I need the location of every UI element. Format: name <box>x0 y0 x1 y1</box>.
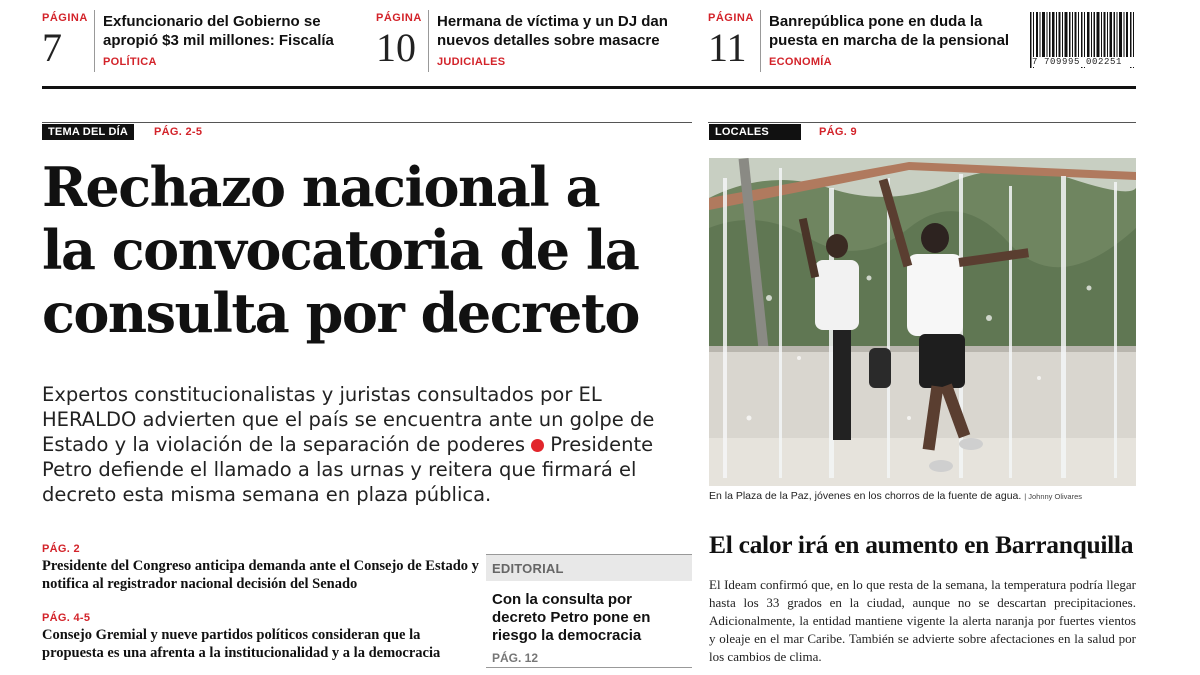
editorial-box[interactable] <box>486 554 692 668</box>
teaser-page-word: PÁGINA <box>708 12 754 24</box>
locales-body: El Ideam confirmó que, en lo que resta de la semana, la temperatura podría llegar hasta los 33 grados en la ciudad, aunque no se descartan precipitaciones. Adicionalmente, la entidad mantiene vigente la alerta naranja por fuertes vientos y oleaje en el mar Caribe. También se advierte sobre afectaciones en la salud por los cambios de clima. <box>709 577 1136 664</box>
teaser-divider <box>94 10 95 72</box>
teaser-section[interactable]: POLÍTICA <box>103 56 157 68</box>
photo-credit: | Johnny Olivares <box>1024 492 1083 501</box>
main-headline[interactable] <box>42 156 702 345</box>
headline-line: Rechazo nacional a <box>42 155 600 219</box>
tag-locales[interactable]: LOCALES <box>709 124 801 140</box>
locales-headline[interactable]: El calor irá en aumento en Barranquilla <box>709 530 1134 559</box>
teaser-title[interactable]: Hermana de víctima y un DJ dan nuevos detalles sobre masacre <box>437 13 668 49</box>
editorial-title[interactable]: Con la consulta por decreto Petro pone en riesgo la democracia <box>492 591 651 644</box>
teaser-title[interactable]: Banrepública pone en duda la puesta en marcha de la pensional <box>769 13 1010 49</box>
teaser-page-number: 7 <box>42 25 62 70</box>
caption-text: En la Plaza de la Paz, jóvenes en los chorros de la fuente de agua. <box>709 490 1022 502</box>
teaser-page-word: PÁGINA <box>42 12 88 24</box>
teaser-divider <box>428 10 429 72</box>
headline-line: la convocatoria de la <box>42 218 639 282</box>
teaser-judiciales[interactable] <box>376 8 706 74</box>
tag-tema-del-dia[interactable]: TEMA DEL DÍA <box>42 124 134 140</box>
fountain-photo[interactable] <box>709 158 1136 486</box>
tag-page[interactable]: PÁG. 9 <box>819 126 857 138</box>
editorial-header <box>486 555 692 581</box>
lead-text: Expertos constitucionalistas y juristas consultados por EL HERALDO advierten que el país se encuentra ante un golpe de Estado y la violación de la separación de poderes <box>42 383 655 456</box>
teaser-page-number: 10 <box>376 25 416 70</box>
teaser-politica[interactable] <box>42 8 362 74</box>
photo-caption <box>709 490 1139 502</box>
editorial-label: EDITORIAL <box>492 561 564 576</box>
sub-story-text: Consejo Gremial y nueve partidos políticos consideran que la propuesta es una afrenta a la institucionalidad y a la democracia <box>42 627 441 661</box>
teaser-section[interactable]: ECONOMÍA <box>769 56 832 68</box>
sub-story-page: PÁG. 4-5 <box>42 612 91 624</box>
tag-page[interactable]: PÁG. 2-5 <box>154 126 203 138</box>
teaser-divider <box>760 10 761 72</box>
teaser-economia[interactable] <box>708 8 1028 74</box>
section-rule <box>708 122 1136 123</box>
red-bullet-icon <box>531 439 544 452</box>
sub-story-page: PÁG. 2 <box>42 543 80 555</box>
teaser-section[interactable]: JUDICIALES <box>437 56 506 68</box>
sub-story-congreso[interactable] <box>42 543 482 593</box>
barcode-digits: 7 709995 002251 <box>1032 57 1135 67</box>
main-lead <box>42 382 682 507</box>
section-rule <box>42 122 692 123</box>
top-rule <box>42 86 1136 89</box>
teaser-page-word: PÁGINA <box>376 12 422 24</box>
teaser-title[interactable]: Exfuncionario del Gobierno se apropió $3 mil millones: Fiscalía <box>103 13 334 49</box>
sub-story-gremial[interactable] <box>42 612 482 662</box>
sub-story-text: Presidente del Congreso anticipa demanda ante el Consejo de Estado y notifica al registrador nacional decisión del Senado <box>42 558 479 592</box>
lead-text-second: Presidente Petro defiende el llamado a las urnas y reitera que firmará el decreto esta misma semana en plaza pública. <box>42 433 654 506</box>
headline-line: consulta por decreto <box>42 281 639 345</box>
editorial-page: PÁG. 12 <box>492 651 539 665</box>
teaser-page-number: 11 <box>708 25 747 70</box>
